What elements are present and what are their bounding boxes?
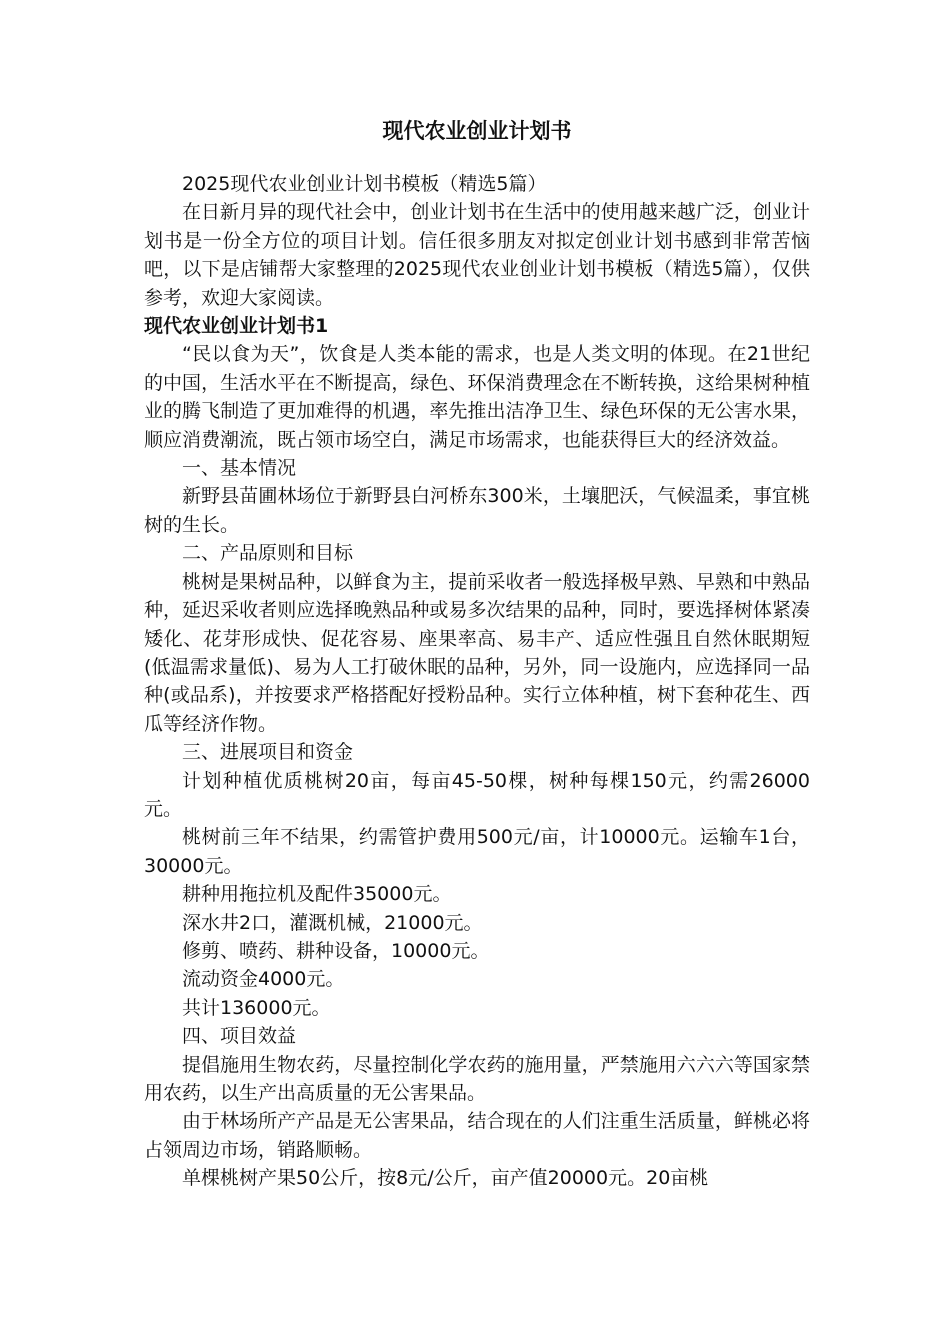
body-paragraph: 共计136000元。 [182, 996, 331, 1019]
document-title: 现代农业创业计划书 [382, 119, 572, 143]
document-page [144, 116, 810, 1193]
subheading: 四、项目效益 [182, 1025, 297, 1048]
subheading: 二、产品原则和目标 [182, 542, 354, 565]
intro-paragraph: 在日新月异的现代社会中，创业计划书在生活中的使用越来越广泛，创业计划书是一份全方位的项目计划。信任很多朋友对拟定创业计划书感到非常苦恼吧，以下是店铺帮大家整理的2025现代农业创业计划书模板（精选5篇），仅供参考，欢迎大家阅读。 [144, 201, 810, 309]
body-paragraph: 深水井2口，灌溉机械，21000元。 [182, 911, 483, 934]
body-paragraph: 修剪、喷药、耕种设备，10000元。 [182, 939, 490, 962]
body-paragraph: 耕种用拖拉机及配件35000元。 [182, 883, 452, 906]
body-paragraph: “民以食为天”，饮食是人类本能的需求，也是人类文明的体现。在21世纪的中国，生活水平在不断提高，绿色、环保消费理念在不断转换，这给果树种植业的腾飞制造了更加难得的机遇，率先推出洁净卫生、绿色环保的无公害水果，顺应消费潮流，既占领市场空白，满足市场需求，也能获得巨大的经济效益。 [144, 343, 810, 451]
subheading: 三、进展项目和资金 [182, 741, 354, 764]
subheading: 一、基本情况 [182, 457, 297, 480]
body-paragraph: 计划种植优质桃树20亩，每亩45-50棵，树种每棵150元，约需26000元。 [144, 769, 810, 820]
body-paragraph: 由于林场所产产品是无公害果品，结合现在的人们注重生活质量，鲜桃必将占领周边市场，销路顺畅。 [144, 1110, 810, 1161]
body-paragraph: 桃树是果树品种，以鲜食为主，提前采收者一般选择极早熟、早熟和中熟品种，延迟采收者则应选择晚熟品种或易多次结果的品种，同时，要选择树体紧凑矮化、花芽形成快、促花容易、座果率高、易丰产、适应性强且自然休眠期短(低温需求量低)、易为人工打破休眠的品种，另外，同一设施内，应选择同一品种(或品系)，并按要求严格搭配好授粉品种。实行立体种植，树下套种花生、西瓜等经济作物。 [144, 570, 810, 735]
body-paragraph: 新野县苗圃林场位于新野县白河桥东300米，土壤肥沃，气候温柔，事宜桃树的生长。 [144, 485, 810, 536]
body-paragraph: 单棵桃树产果50公斤，按8元/公斤，亩产值20000元。20亩桃 [182, 1167, 709, 1190]
body-paragraph: 提倡施用生物农药，尽量控制化学农药的施用量，严禁施用六六六等国家禁用农药，以生产出高质量的无公害果品。 [144, 1053, 810, 1104]
section-heading: 现代农业创业计划书1 [144, 315, 329, 338]
intro-paragraph: 2025现代农业创业计划书模板（精选5篇） [182, 173, 547, 195]
body-paragraph: 桃树前三年不结果，约需管护费用500元/亩，计10000元。运输车1台，30000元。 [144, 826, 810, 877]
body-paragraph: 流动资金4000元。 [182, 968, 345, 991]
